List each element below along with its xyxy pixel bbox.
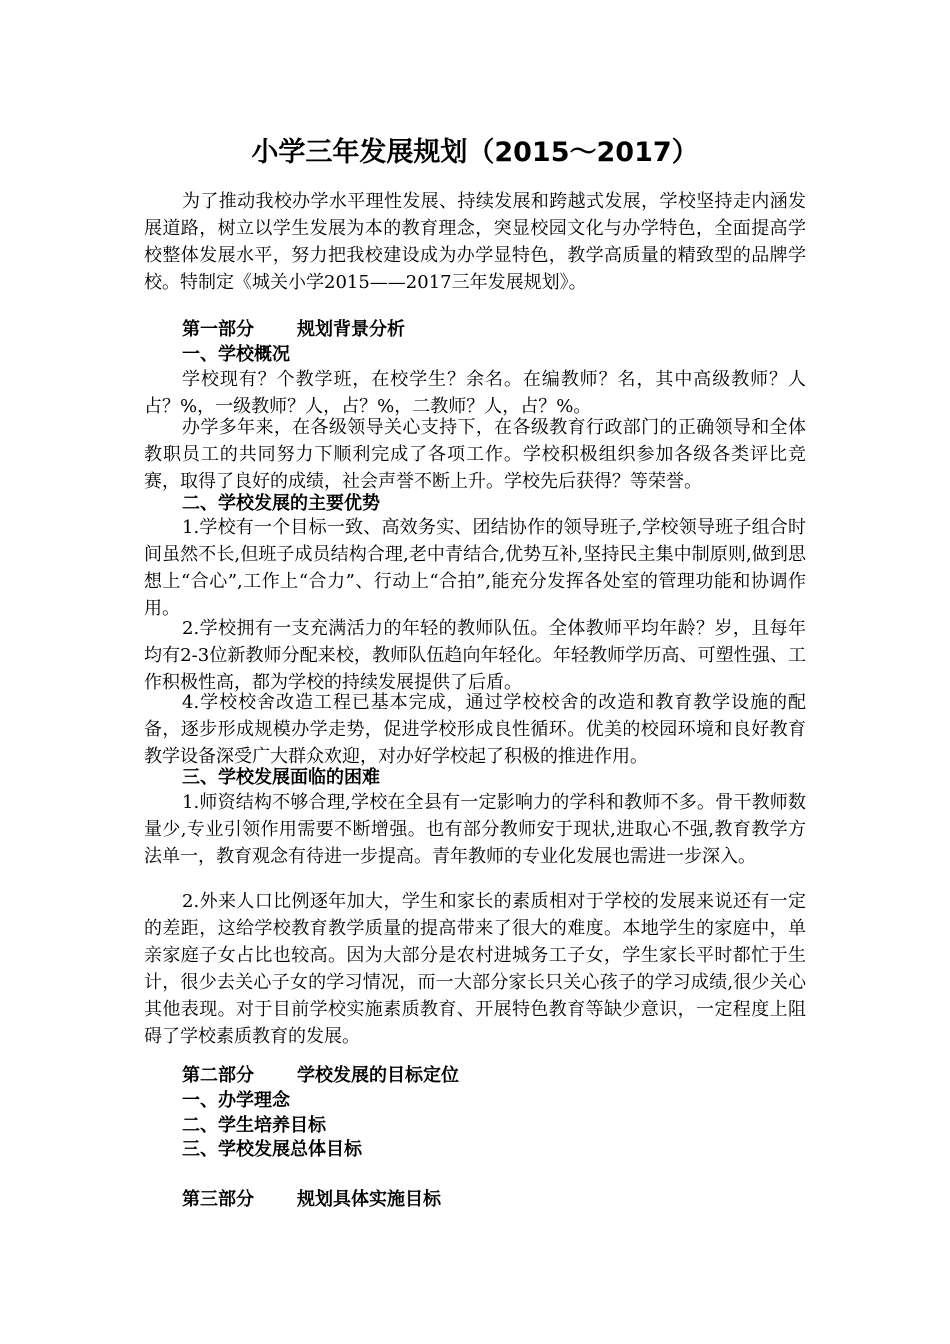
part2-label: 第二部分 bbox=[182, 1065, 254, 1086]
part2-item-3: 三、学校发展总体目标 bbox=[182, 1139, 362, 1160]
section1-paragraph-2: 办学多年来，在各级领导关心支持下，在各级教育行政部门的正确领导和全体教职员工的共同努力下顺利完成了各项工作。学校积极组织参加各级各类评比竞赛，取得了良好的成绩，社会声誉不断上升。学校先后获得？等荣誉。 bbox=[144, 417, 806, 492]
part1-heading bbox=[182, 316, 802, 343]
section3-paragraph-2: 2.外来人口比例逐年加大，学生和家长的素质相对于学校的发展来说还有一定的差距，这给学校教育教学质量的提高带来了很大的难度。本地学生的家庭中，单亲家庭子女占比也较高。因为大部分是农村进城务工子女，学生家长平时都忙于生计，很少去关心子女的学习情况，而一大部分家长只关心孩子的学习成绩,很少关心其他表现。对于目前学校实施素质教育、开展特色教育等缺少意识，一定程度上阻碍了学校素质教育的发展。 bbox=[144, 891, 806, 1047]
part2-heading bbox=[182, 1062, 802, 1089]
section3-paragraph-1: 1.师资结构不够合理,学校在全县有一定影响力的学科和教师不多。骨干教师数量少,专业引领作用需要不断增强。也有部分教师安于现状,进取心不强,教育教学方法单一，教育观念有待进一步提高。青年教师的专业化发展也需进一步深入。 bbox=[144, 792, 806, 867]
section1-paragraph-1: 学校现有？个教学班，在校学生？余名。在编教师？名，其中高级教师？人占？%，一级教师？人，占？%，二教师？人，占？%。 bbox=[144, 369, 806, 417]
intro-paragraph: 为了推动我校办学水平理性发展、持续发展和跨越式发展，学校坚持走内涵发展道路，树立以学生发展为本的教育理念，突显校园文化与办学特色，全面提高学校整体发展水平，努力把我校建设成为办学显特色，教学高质量的精致型的品牌学校。特制定《城关小学2015——2017三年发展规划》。 bbox=[144, 191, 806, 293]
section1-heading: 一、学校概况 bbox=[182, 344, 290, 365]
document-title: 小学三年发展规划（2015～2017） bbox=[251, 137, 699, 168]
section2-heading: 二、学校发展的主要优势 bbox=[182, 493, 380, 514]
section2-paragraph-1: 1.学校有一个目标一致、高效务实、团结协作的领导班子,学校领导班子组合时间虽然不长,但班子成员结构合理,老中青结合,优势互补,坚持民主集中制原则,做到思想上“合心”,工作上“合力”、行动上“合拍”,能充分发挥各处室的管理功能和协调作用。 bbox=[144, 517, 806, 619]
part2-title: 学校发展的目标定位 bbox=[297, 1065, 459, 1086]
part3-title: 规划具体实施目标 bbox=[297, 1189, 441, 1210]
part1-label: 第一部分 bbox=[182, 319, 254, 340]
part2-item-1: 一、办学理念 bbox=[182, 1090, 290, 1111]
part3-label: 第三部分 bbox=[182, 1189, 254, 1210]
section3-heading: 三、学校发展面临的困难 bbox=[182, 767, 380, 788]
section2-paragraph-2: 2.学校拥有一支充满活力的年轻的教师队伍。全体教师平均年龄？岁，且每年均有2-3位新教师分配来校，教师队伍趋向年轻化。年轻教师学历高、可塑性强、工作积极性高，都为学校的持续发展提供了后盾。 bbox=[144, 618, 806, 693]
section2-paragraph-3: 4.学校校舍改造工程已基本完成，通过学校校舍的改造和教育教学设施的配备，逐步形成规模办学走势，促进学校形成良性循环。优美的校园环境和良好教育教学设备深受广大群众欢迎，对办好学校起了积极的推进作用。 bbox=[144, 692, 806, 767]
part3-heading bbox=[182, 1186, 802, 1213]
part2-item-2: 二、学生培养目标 bbox=[182, 1115, 326, 1136]
part1-title: 规划背景分析 bbox=[297, 319, 405, 340]
